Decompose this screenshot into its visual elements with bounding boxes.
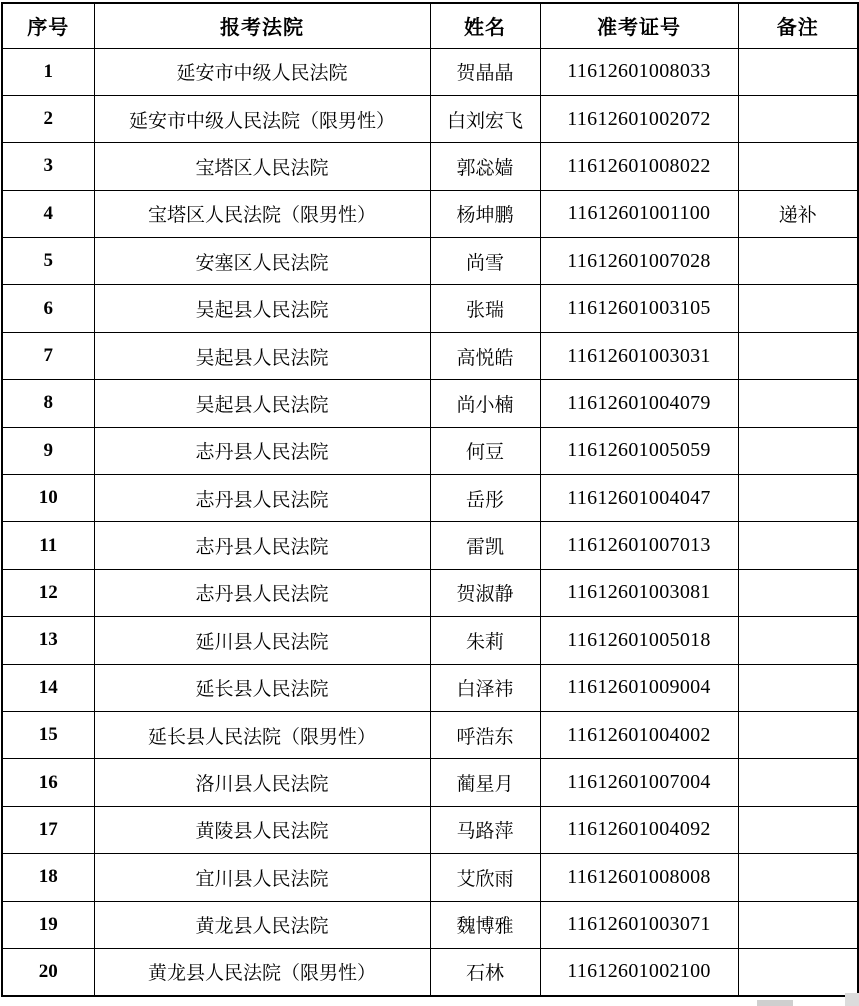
cell-name: 白泽祎	[430, 664, 540, 711]
header-seq: 序号	[2, 3, 94, 48]
cell-note	[738, 95, 858, 142]
cell-ticket: 11612601003105	[540, 285, 738, 332]
table-row	[2, 475, 858, 522]
cell-seq: 14	[2, 664, 94, 711]
cell-name: 呼浩东	[430, 711, 540, 758]
cell-name: 马路萍	[430, 806, 540, 853]
cell-note	[738, 475, 858, 522]
table-row	[2, 190, 858, 237]
cell-note	[738, 901, 858, 948]
cell-name: 蔺星月	[430, 759, 540, 806]
cell-court: 志丹县人民法院	[94, 427, 430, 474]
table-row	[2, 332, 858, 379]
cell-note	[738, 569, 858, 616]
cell-note	[738, 759, 858, 806]
cell-seq: 18	[2, 854, 94, 901]
cell-seq: 5	[2, 238, 94, 285]
table-row	[2, 759, 858, 806]
cell-seq: 7	[2, 332, 94, 379]
cell-note	[738, 380, 858, 427]
cell-name: 艾欣雨	[430, 854, 540, 901]
header-court: 报考法院	[94, 3, 430, 48]
cell-name: 朱莉	[430, 617, 540, 664]
cell-court: 延安市中级人民法院	[94, 48, 430, 95]
table-row	[2, 380, 858, 427]
cell-seq: 1	[2, 48, 94, 95]
cell-ticket: 11612601003071	[540, 901, 738, 948]
cell-name: 雷凯	[430, 522, 540, 569]
cell-court: 延安市中级人民法院（限男性）	[94, 95, 430, 142]
table-body	[2, 48, 858, 996]
cell-ticket: 11612601002072	[540, 95, 738, 142]
cell-note	[738, 238, 858, 285]
table-row	[2, 948, 858, 995]
header-note: 备注	[738, 3, 858, 48]
cell-ticket: 11612601002100	[540, 948, 738, 995]
cell-seq: 12	[2, 569, 94, 616]
cell-seq: 8	[2, 380, 94, 427]
cell-name: 杨坤鹏	[430, 190, 540, 237]
candidate-roster-table	[1, 2, 859, 997]
table-row	[2, 285, 858, 332]
cell-note	[738, 427, 858, 474]
cell-name: 高悦皓	[430, 332, 540, 379]
table-row	[2, 427, 858, 474]
cell-court: 黄陵县人民法院	[94, 806, 430, 853]
cell-note	[738, 948, 858, 995]
cell-note	[738, 806, 858, 853]
header-name: 姓名	[430, 3, 540, 48]
table-row	[2, 664, 858, 711]
cell-ticket: 11612601003081	[540, 569, 738, 616]
cell-ticket: 11612601007013	[540, 522, 738, 569]
cell-court: 宝塔区人民法院（限男性）	[94, 190, 430, 237]
cell-ticket: 11612601004092	[540, 806, 738, 853]
table-row	[2, 901, 858, 948]
table-row	[2, 854, 858, 901]
cell-ticket: 11612601005059	[540, 427, 738, 474]
scan-artifact-corner	[845, 993, 859, 1006]
cell-court: 宜川县人民法院	[94, 854, 430, 901]
cell-name: 张瑞	[430, 285, 540, 332]
cell-court: 吴起县人民法院	[94, 332, 430, 379]
scan-artifact-bottom	[757, 1000, 793, 1006]
cell-note	[738, 285, 858, 332]
cell-name: 贺淑静	[430, 569, 540, 616]
cell-note	[738, 48, 858, 95]
cell-seq: 3	[2, 143, 94, 190]
cell-court: 黄龙县人民法院（限男性）	[94, 948, 430, 995]
cell-court: 洛川县人民法院	[94, 759, 430, 806]
table-header	[2, 3, 858, 48]
cell-name: 尚雪	[430, 238, 540, 285]
cell-seq: 19	[2, 901, 94, 948]
cell-name: 贺晶晶	[430, 48, 540, 95]
cell-court: 吴起县人民法院	[94, 285, 430, 332]
cell-name: 郭惢嫱	[430, 143, 540, 190]
cell-seq: 10	[2, 475, 94, 522]
cell-seq: 6	[2, 285, 94, 332]
cell-seq: 13	[2, 617, 94, 664]
cell-ticket: 11612601008033	[540, 48, 738, 95]
table-row	[2, 522, 858, 569]
cell-ticket: 11612601001100	[540, 190, 738, 237]
cell-note	[738, 143, 858, 190]
cell-name: 尚小楠	[430, 380, 540, 427]
cell-seq: 17	[2, 806, 94, 853]
cell-court: 延长县人民法院（限男性）	[94, 711, 430, 758]
cell-court: 安塞区人民法院	[94, 238, 430, 285]
cell-note	[738, 711, 858, 758]
cell-seq: 16	[2, 759, 94, 806]
cell-ticket: 11612601008008	[540, 854, 738, 901]
cell-note	[738, 664, 858, 711]
header-ticket: 准考证号	[540, 3, 738, 48]
cell-note	[738, 854, 858, 901]
cell-name: 魏博雅	[430, 901, 540, 948]
table-row	[2, 238, 858, 285]
cell-ticket: 11612601007028	[540, 238, 738, 285]
table-row	[2, 143, 858, 190]
cell-court: 黄龙县人民法院	[94, 901, 430, 948]
cell-ticket: 11612601004079	[540, 380, 738, 427]
cell-note	[738, 617, 858, 664]
cell-name: 何豆	[430, 427, 540, 474]
table-row	[2, 569, 858, 616]
cell-seq: 20	[2, 948, 94, 995]
cell-name: 石林	[430, 948, 540, 995]
cell-court: 志丹县人民法院	[94, 569, 430, 616]
cell-ticket: 11612601009004	[540, 664, 738, 711]
cell-ticket: 11612601008022	[540, 143, 738, 190]
cell-note	[738, 522, 858, 569]
cell-name: 白刘宏飞	[430, 95, 540, 142]
cell-seq: 2	[2, 95, 94, 142]
cell-note	[738, 332, 858, 379]
cell-name: 岳彤	[430, 475, 540, 522]
cell-court: 志丹县人民法院	[94, 522, 430, 569]
cell-seq: 15	[2, 711, 94, 758]
table-row	[2, 806, 858, 853]
cell-seq: 9	[2, 427, 94, 474]
cell-ticket: 11612601004002	[540, 711, 738, 758]
cell-ticket: 11612601003031	[540, 332, 738, 379]
cell-ticket: 11612601005018	[540, 617, 738, 664]
cell-court: 延长县人民法院	[94, 664, 430, 711]
table-row	[2, 48, 858, 95]
cell-seq: 11	[2, 522, 94, 569]
table-row	[2, 95, 858, 142]
cell-seq: 4	[2, 190, 94, 237]
cell-note: 递补	[738, 190, 858, 237]
table-row	[2, 711, 858, 758]
cell-ticket: 11612601007004	[540, 759, 738, 806]
cell-court: 延川县人民法院	[94, 617, 430, 664]
cell-court: 吴起县人民法院	[94, 380, 430, 427]
cell-court: 宝塔区人民法院	[94, 143, 430, 190]
cell-ticket: 11612601004047	[540, 475, 738, 522]
cell-court: 志丹县人民法院	[94, 475, 430, 522]
header-row	[2, 3, 858, 48]
table-row	[2, 617, 858, 664]
